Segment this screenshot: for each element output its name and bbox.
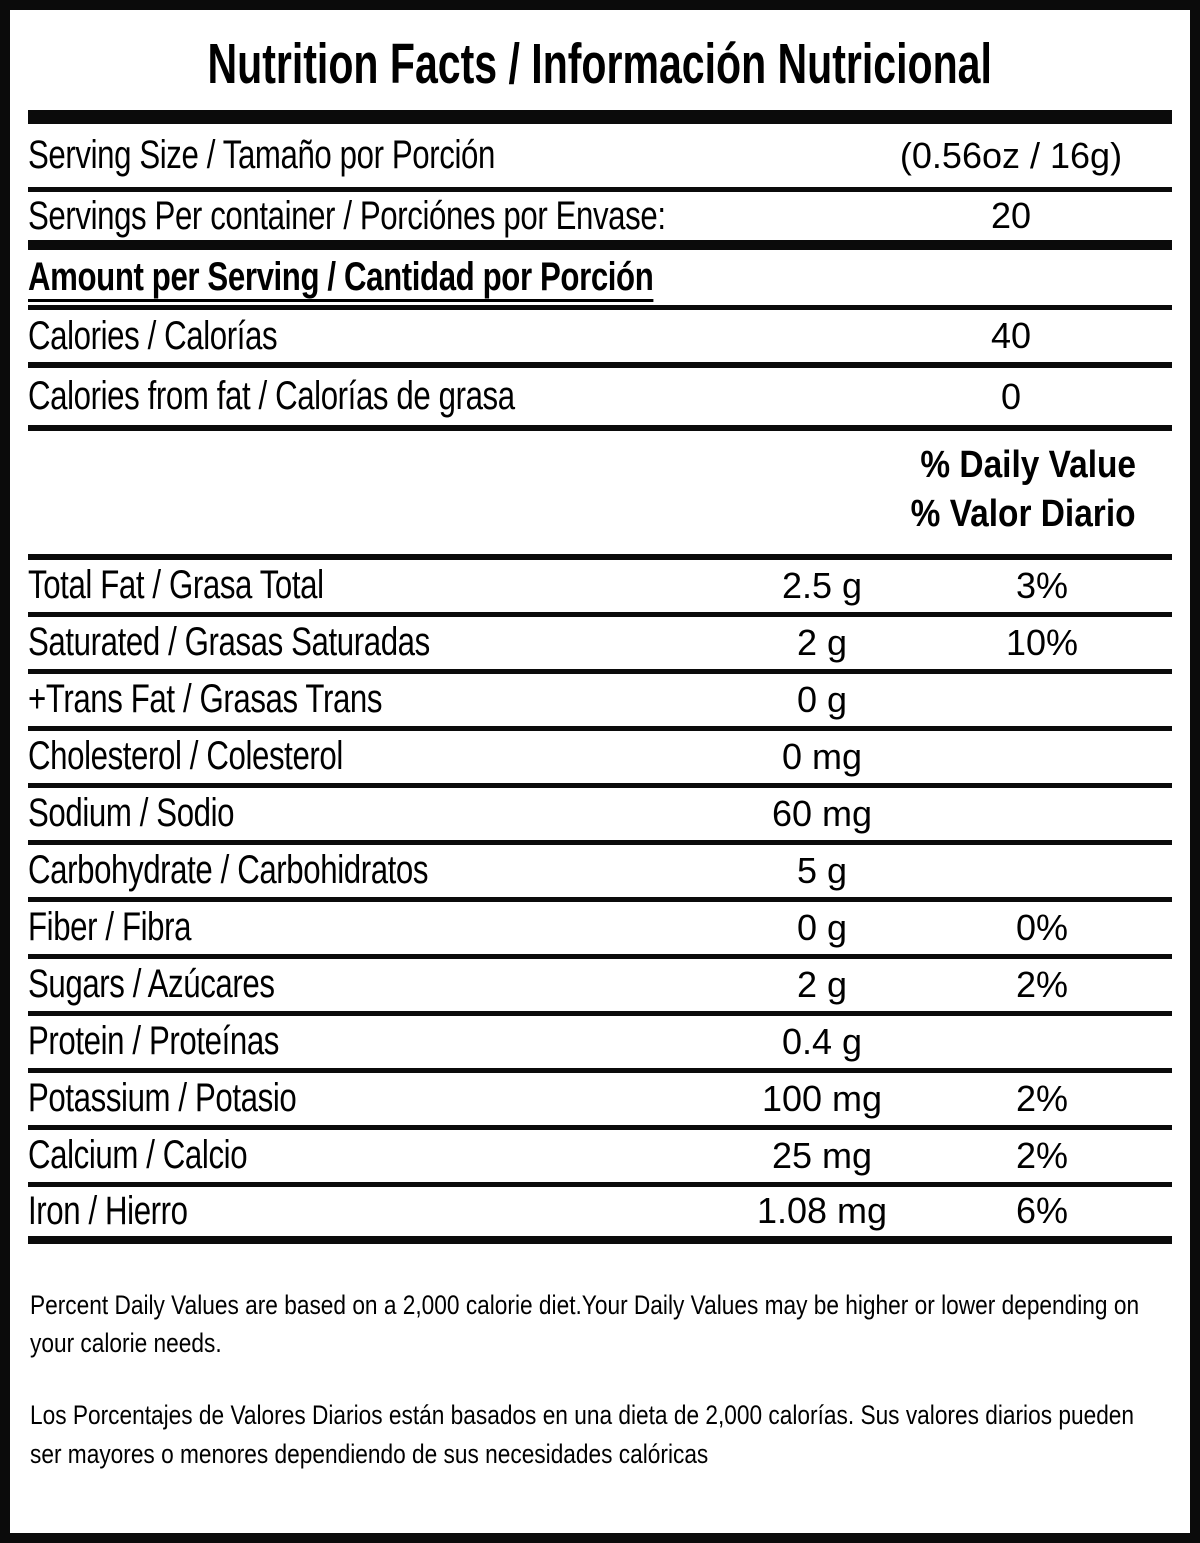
- nutrient-label: +Trans Fat / Grasas Trans: [28, 677, 383, 722]
- nutrient-amount: 1.08 mg: [756, 1190, 888, 1232]
- nutrient-amount: 100 mg: [761, 1077, 883, 1119]
- nutrient-row-saturated-fat: [28, 617, 1172, 674]
- nutrient-daily-value: 2%: [1015, 1134, 1069, 1176]
- calories-from-fat-row: [28, 368, 1172, 431]
- nutrient-row-sugars: [28, 959, 1172, 1016]
- nutrient-row-cholesterol: [28, 731, 1172, 788]
- nutrient-row-sodium: [28, 788, 1172, 845]
- nutrient-row-calcium: [28, 1130, 1172, 1187]
- nutrient-daily-value: 2%: [1015, 963, 1069, 1005]
- nutrient-row-fiber: [28, 902, 1172, 959]
- footnote-english: Percent Daily Values are based on a 2,000 calorie diet.Your Daily Values may be higher or lower depending on your calorie needs.: [30, 1289, 1140, 1359]
- serving-size-row: [28, 124, 1172, 192]
- nutrient-row-total-fat: [28, 560, 1172, 617]
- nutrient-daily-value: 2%: [1015, 1077, 1069, 1119]
- nutrient-row-potassium: [28, 1073, 1172, 1130]
- nutrient-label: Saturated / Grasas Saturadas: [28, 620, 430, 665]
- nutrient-label: Protein / Proteínas: [28, 1019, 280, 1064]
- nutrient-row-carbohydrate: [28, 845, 1172, 902]
- serving-size-value: (0.56oz / 16g): [899, 134, 1123, 176]
- nutrient-label: Iron / Hierro: [28, 1188, 188, 1233]
- nutrient-amount: 2.5 g: [781, 564, 863, 606]
- nutrient-daily-value: 3%: [1015, 564, 1069, 606]
- nutrient-label: Carbohydrate / Carbohidratos: [28, 848, 429, 893]
- nutrient-daily-value: 6%: [1015, 1190, 1069, 1232]
- nutrient-label: Sugars / Azúcares: [28, 962, 275, 1007]
- nutrient-daily-value: 10%: [1005, 621, 1079, 663]
- servings-per-container-label: Servings Per container / Porciónes por Envase:: [28, 193, 666, 238]
- servings-per-container-row: [28, 192, 1172, 250]
- nutrient-amount: 2 g: [796, 963, 848, 1005]
- amount-per-serving-header: Amount per Serving / Cantidad por Porción: [28, 255, 654, 299]
- daily-value-header-block: [28, 431, 1172, 560]
- nutrient-row-trans-fat: [28, 674, 1172, 731]
- servings-per-container-value: 20: [990, 195, 1032, 236]
- nutrient-amount: 2 g: [796, 621, 848, 663]
- footnote-spanish: Los Porcentajes de Valores Diarios están basados en una dieta de 2,000 calorías. Sus valores diarios pueden ser mayores o menores dependiendo de sus necesidades calóricas: [30, 1400, 1135, 1469]
- nutrient-label: Fiber / Fibra: [28, 905, 192, 950]
- nutrient-row-iron: [28, 1187, 1172, 1244]
- calories-from-fat-label: Calories from fat / Calorías de grasa: [28, 374, 515, 418]
- daily-value-header-en: % Daily Value: [920, 444, 1136, 486]
- nutrient-row-protein: [28, 1016, 1172, 1073]
- nutrient-amount: 25 mg: [771, 1134, 873, 1176]
- nutrient-label: Calcium / Calcio: [28, 1133, 248, 1178]
- nutrient-amount: 5 g: [796, 849, 848, 891]
- nutrient-label: Potassium / Potasio: [28, 1076, 297, 1121]
- nutrient-amount: 0 g: [796, 678, 848, 720]
- nutrient-amount: 0 mg: [781, 735, 863, 777]
- serving-size-label: Serving Size / Tamaño por Porción: [28, 133, 495, 177]
- nutrient-amount: 60 mg: [771, 792, 873, 834]
- nutrient-label: Total Fat / Grasa Total: [28, 563, 324, 608]
- amount-per-serving-row: [28, 250, 1172, 310]
- calories-row: [28, 310, 1172, 368]
- nutrient-label: Sodium / Sodio: [28, 791, 235, 836]
- nutrient-amount: 0 g: [796, 906, 848, 948]
- label-title-row: [28, 18, 1172, 110]
- calories-value: 40: [990, 315, 1032, 356]
- title-divider-bar: [28, 110, 1172, 124]
- calories-from-fat-value: 0: [1000, 375, 1022, 417]
- nutrient-amount: 0.4 g: [781, 1020, 863, 1062]
- daily-value-header-es: % Valor Diario: [911, 493, 1136, 536]
- nutrient-daily-value: 0%: [1015, 906, 1069, 948]
- label-title: Nutrition Facts / Información Nutricional: [207, 32, 993, 96]
- footnotes-section: [28, 1244, 1172, 1473]
- calories-label: Calories / Calorías: [28, 313, 278, 358]
- nutrient-label: Cholesterol / Colesterol: [28, 734, 343, 779]
